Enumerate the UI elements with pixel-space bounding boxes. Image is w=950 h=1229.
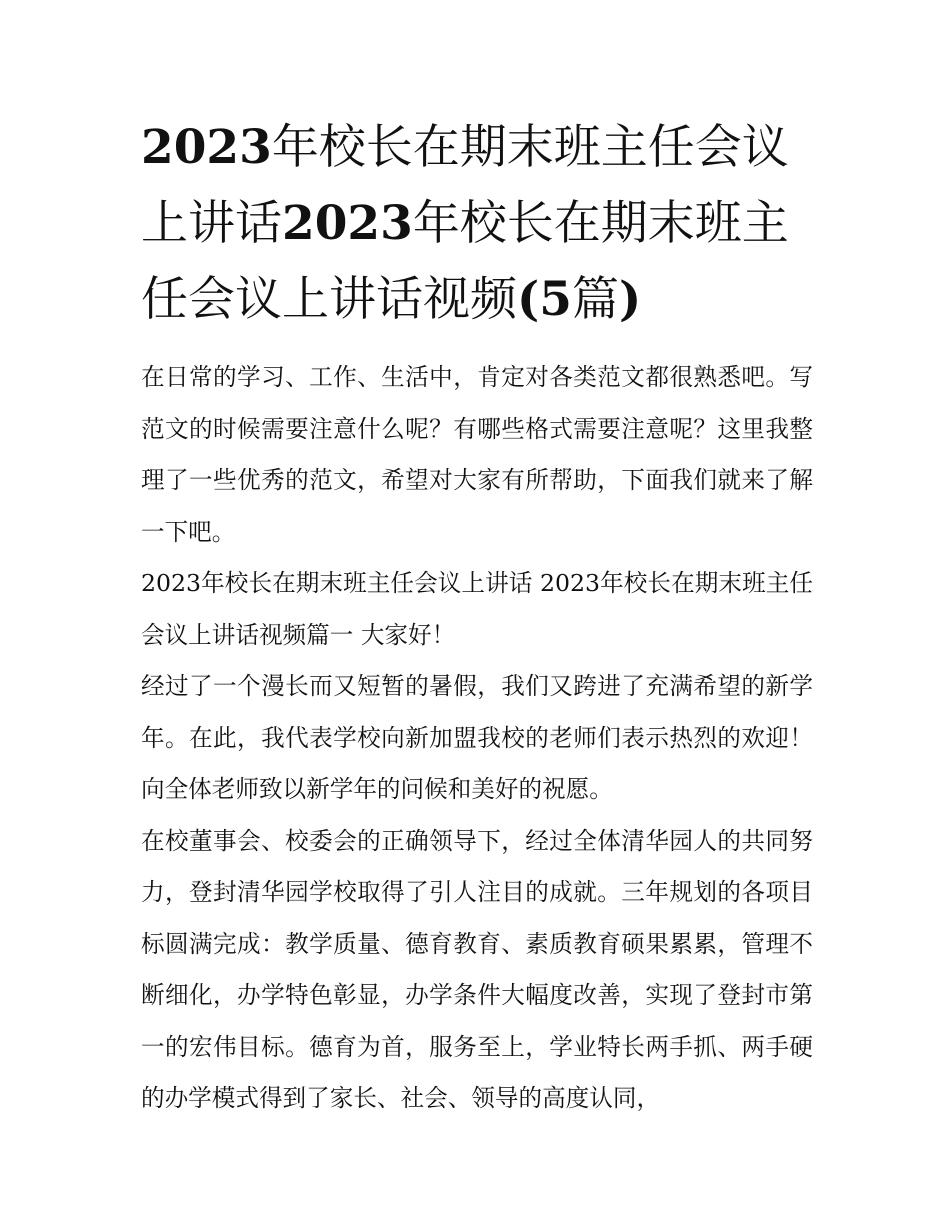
document-title xyxy=(141,110,813,338)
document-body xyxy=(141,110,813,1125)
paragraph-intro: 在日常的学习、工作、生活中，肯定对各类范文都很熟悉吧。写范文的时候需要注意什么呢？有哪些格式需要注意呢？这里我整理了一些优秀的范文，希望对大家有所帮助，下面我们就来了解一下吧。 xyxy=(141,363,813,546)
title-text-1: 年校长在期末班主任会议上讲话 xyxy=(141,120,789,251)
title-year-1: 2023 xyxy=(141,120,272,175)
paragraph-welcome: 经过了一个漫长而又短暂的暑假，我们又跨进了充满希望的新学年。在此，我代表学校向新加盟我校的老师们表示热烈的欢迎！向全体老师致以新学年的问候和美好的祝愿。 xyxy=(141,672,813,803)
title-count-open: (5 xyxy=(517,272,572,327)
title-text-2: 年校长在期末班主任会议上讲话视频 xyxy=(141,196,789,327)
paragraph-achievements: 在校董事会、校委会的正确领导下，经过全体清华园人的共同努力，登封清华园学校取得了引人注目的成就。三年规划的各项目标圆满完成：教学质量、德育教育、素质教育硕果累累，管理不断细化，办学特色彰显，办学条件大幅度改善，实现了登封市第一的宏伟目标。德育为首，服务至上，学业特长两手抓、两手硬的办学模式得到了家长、社会、领导的高度认同， xyxy=(141,826,813,1112)
paragraph-section-heading: 2023年校长在期末班主任会议上讲话 2023年校长在期末班主任会议上讲话视频篇一 大家好！ xyxy=(141,569,813,649)
title-count-unit: 篇 xyxy=(571,272,619,327)
title-count-close: ) xyxy=(618,272,642,327)
title-year-2: 2023 xyxy=(282,196,413,251)
